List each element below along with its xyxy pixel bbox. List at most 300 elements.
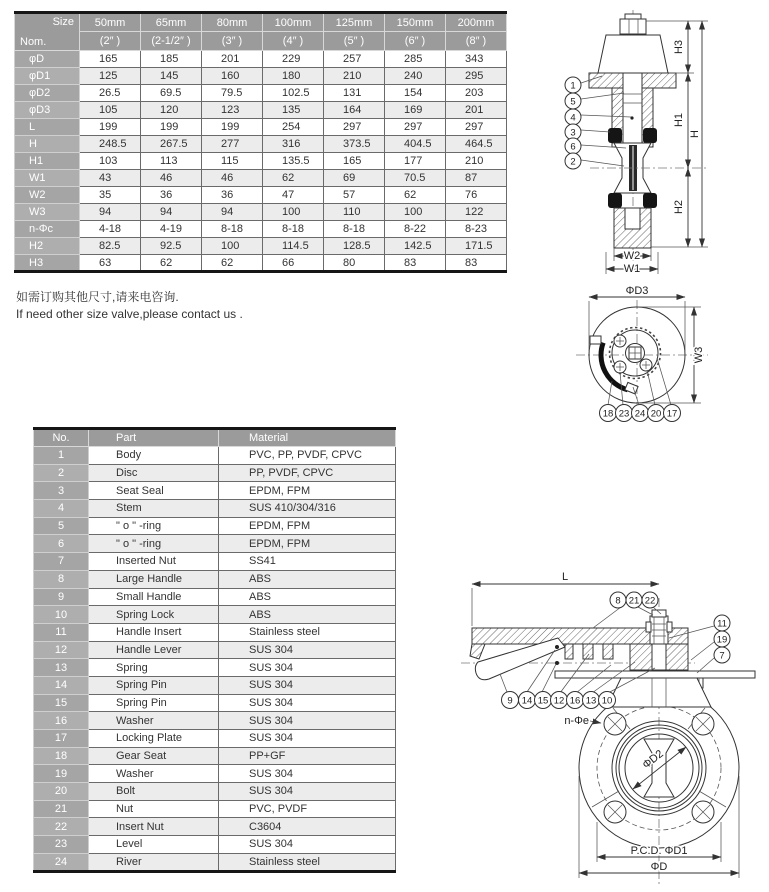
cell-value: " o " -ring [89, 535, 219, 553]
table-row [34, 747, 396, 765]
col-header-inch: (2-1/2″ ) [141, 32, 202, 51]
cell-value: 122 [446, 204, 507, 221]
cell-value: Locking Plate [89, 730, 219, 748]
note-line-en: If need other size valve,please contact us . [16, 307, 243, 321]
col-header-size: 80mm [202, 13, 263, 32]
dim-label-w2: W2 [623, 250, 641, 262]
table-row [34, 517, 396, 535]
cell-value: 135.5 [263, 153, 324, 170]
cell-value: 373.5 [324, 136, 385, 153]
cell-value: 295 [446, 68, 507, 85]
svg-text:24: 24 [634, 408, 646, 420]
col-header-size: 65mm [141, 13, 202, 32]
cell-value: 285 [385, 51, 446, 68]
col-header-size: 50mm [80, 13, 141, 32]
cell-value: 203 [446, 85, 507, 102]
svg-text:11: 11 [717, 618, 727, 630]
row-label: 22 [34, 818, 89, 836]
width-dimensions [606, 248, 658, 275]
side-view-diagram [552, 6, 769, 284]
svg-text:15: 15 [537, 695, 549, 707]
col-header-inch: (3″ ) [202, 32, 263, 51]
balloon-14 [519, 692, 536, 709]
cell-value: 35 [80, 187, 141, 204]
col-header-inch: (4″ ) [263, 32, 324, 51]
cell-value: 62 [141, 255, 202, 272]
cell-value: 92.5 [141, 238, 202, 255]
svg-text:16: 16 [569, 695, 581, 707]
row-label: 3 [34, 482, 89, 500]
cell-value: 404.5 [385, 136, 446, 153]
cell-value: 69.5 [141, 85, 202, 102]
row-label: 18 [34, 747, 89, 765]
stem-bolt [646, 610, 672, 644]
balloon-19 [714, 631, 730, 647]
cell-value: 94 [80, 204, 141, 221]
svg-text:9: 9 [507, 695, 513, 707]
svg-text:22: 22 [644, 595, 656, 607]
cell-value: 62 [263, 170, 324, 187]
cell-value: Stem [89, 500, 219, 518]
cell-value: Washer [89, 765, 219, 783]
cell-value: 165 [324, 153, 385, 170]
row-label: 23 [34, 836, 89, 854]
cell-value: 62 [385, 187, 446, 204]
table-row [15, 119, 507, 136]
cell-value: Stainless steel [219, 853, 396, 871]
cell-value: 316 [263, 136, 324, 153]
balloon-11 [714, 615, 730, 631]
cell-value: 248.5 [80, 136, 141, 153]
cell-value: Spring Pin [89, 694, 219, 712]
dim-label-d2: ΦD2 [640, 747, 666, 772]
cell-value: 8-18 [202, 221, 263, 238]
svg-text:12: 12 [553, 695, 565, 707]
cell-value: 79.5 [202, 85, 263, 102]
cell-value: 26.5 [80, 85, 141, 102]
cell-value: 343 [446, 51, 507, 68]
cell-value: 8-18 [324, 221, 385, 238]
cell-value: 102.5 [263, 85, 324, 102]
svg-text:3: 3 [570, 127, 576, 139]
svg-text:5: 5 [570, 96, 576, 108]
cell-value: 94 [202, 204, 263, 221]
row-label: 5 [34, 517, 89, 535]
cell-value: 177 [385, 153, 446, 170]
table-row [34, 676, 396, 694]
balloon-20 [648, 405, 665, 422]
cell-value: Bolt [89, 783, 219, 801]
o-ring-lower [608, 193, 657, 208]
cell-value: 201 [446, 102, 507, 119]
row-label: 1 [34, 447, 89, 465]
svg-text:2: 2 [570, 156, 576, 168]
col-header-inch: (5″ ) [324, 32, 385, 51]
order-note [16, 289, 243, 323]
cell-value: Stainless steel [219, 623, 396, 641]
cell-value: 69 [324, 170, 385, 187]
col-header-inch: (8″ ) [446, 32, 507, 51]
svg-text:6: 6 [570, 141, 576, 153]
svg-text:1: 1 [570, 80, 576, 92]
cell-value: 100 [202, 238, 263, 255]
row-label: φD2 [15, 85, 80, 102]
table-row [34, 500, 396, 518]
note-line-zh: 如需订购其他尺寸,请来电咨询. [16, 290, 179, 304]
cell-value: SUS 304 [219, 694, 396, 712]
inch-header-row [15, 32, 507, 51]
svg-text:14: 14 [521, 695, 533, 707]
cell-value: ABS [219, 570, 396, 588]
col-header-size: 200mm [446, 13, 507, 32]
cell-value: 70.5 [385, 170, 446, 187]
balloon-22 [642, 592, 658, 608]
front-view-diagram [443, 570, 769, 892]
cell-value: Large Handle [89, 570, 219, 588]
svg-text:4: 4 [570, 112, 576, 124]
dim-label-w3: W3 [693, 346, 705, 364]
cell-value: SUS 410/304/316 [219, 500, 396, 518]
cell-value: SS41 [219, 553, 396, 571]
svg-text:13: 13 [585, 695, 597, 707]
table-row [34, 712, 396, 730]
cell-value: 169 [385, 102, 446, 119]
svg-text:7: 7 [719, 650, 725, 662]
table-row [34, 800, 396, 818]
cell-value: EPDM, FPM [219, 517, 396, 535]
gear-plate [610, 328, 661, 379]
svg-text:17: 17 [666, 408, 678, 420]
cell-value: 165 [80, 51, 141, 68]
svg-text:23: 23 [618, 408, 630, 420]
cell-value: 254 [263, 119, 324, 136]
row-label: L [15, 119, 80, 136]
cell-value: 103 [80, 153, 141, 170]
cell-value: 142.5 [385, 238, 446, 255]
balloon-21 [626, 592, 642, 608]
cell-value: 4-18 [80, 221, 141, 238]
cell-value: Gear Seat [89, 747, 219, 765]
cell-value: 229 [263, 51, 324, 68]
table-row [34, 588, 396, 606]
cell-value: 125 [80, 68, 141, 85]
cell-value: 120 [141, 102, 202, 119]
row-label: 12 [34, 641, 89, 659]
cell-value: 257 [324, 51, 385, 68]
table-row [15, 255, 507, 272]
dim-label-l: L [561, 571, 569, 583]
row-label: 13 [34, 659, 89, 677]
corner-nom-label: Nom. [20, 36, 47, 48]
dim-label-w1: W1 [623, 263, 641, 275]
cell-value: 201 [202, 51, 263, 68]
balloon-24 [632, 405, 649, 422]
nphe-label-group [564, 715, 601, 727]
cell-value: 164 [324, 102, 385, 119]
header-part: Part [89, 429, 219, 447]
cell-value: 76 [446, 187, 507, 204]
cell-value: SUS 304 [219, 641, 396, 659]
row-label: 6 [34, 535, 89, 553]
cell-value: 36 [202, 187, 263, 204]
cell-value: 46 [141, 170, 202, 187]
col-header-size: 100mm [263, 13, 324, 32]
svg-text:21: 21 [628, 595, 640, 607]
cell-value: 199 [141, 119, 202, 136]
cell-value: 83 [446, 255, 507, 272]
row-label: 19 [34, 765, 89, 783]
cell-value: 100 [263, 204, 324, 221]
cell-value: 297 [446, 119, 507, 136]
table-row [34, 464, 396, 482]
cell-value: Disc [89, 464, 219, 482]
cell-value: River [89, 853, 219, 871]
header-no: No. [34, 429, 89, 447]
dim-label-h1: H1 [673, 112, 685, 128]
header-material: Material [219, 429, 396, 447]
row-label: 14 [34, 676, 89, 694]
cell-value: ABS [219, 606, 396, 624]
table-row [15, 136, 507, 153]
cell-value: 297 [324, 119, 385, 136]
cell-value: 8-23 [446, 221, 507, 238]
row-label: H [15, 136, 80, 153]
table-row [34, 535, 396, 553]
cell-value: Inserted Nut [89, 553, 219, 571]
row-label: 7 [34, 553, 89, 571]
balloon-10 [599, 692, 616, 709]
cell-value: 267.5 [141, 136, 202, 153]
cell-value: 4-19 [141, 221, 202, 238]
table-row [34, 623, 396, 641]
cell-value: 62 [202, 255, 263, 272]
cell-value: 240 [385, 68, 446, 85]
balloon-6 [565, 138, 581, 154]
table-row [34, 641, 396, 659]
table-row [34, 730, 396, 748]
cell-value: 113 [141, 153, 202, 170]
cell-value: 47 [263, 187, 324, 204]
cell-value: Spring Pin [89, 676, 219, 694]
row-label: n-Φc [15, 221, 80, 238]
svg-text:10: 10 [601, 695, 613, 707]
cell-value: 110 [324, 204, 385, 221]
cell-value: 43 [80, 170, 141, 187]
cell-value: Nut [89, 800, 219, 818]
table-row [15, 204, 507, 221]
balloon-callouts [600, 358, 681, 422]
parts-table [33, 427, 396, 873]
cell-value: 131 [324, 85, 385, 102]
row-label: φD1 [15, 68, 80, 85]
parts-header-row [34, 429, 396, 447]
table-row [15, 68, 507, 85]
row-label: W1 [15, 170, 80, 187]
cell-value: C3604 [219, 818, 396, 836]
balloon-15 [535, 692, 552, 709]
cell-value: Spring [89, 659, 219, 677]
top-view-diagram [568, 284, 769, 426]
balloon-12 [551, 692, 568, 709]
cell-value: 171.5 [446, 238, 507, 255]
cell-value: 80 [324, 255, 385, 272]
row-label: W2 [15, 187, 80, 204]
cell-value: " o " -ring [89, 517, 219, 535]
cell-value: PVC, PP, PVDF, CPVC [219, 447, 396, 465]
cell-value: SUS 304 [219, 676, 396, 694]
table-row [34, 765, 396, 783]
cell-value: Washer [89, 712, 219, 730]
col-header-size: 150mm [385, 13, 446, 32]
cell-value: 128.5 [324, 238, 385, 255]
table-row [15, 238, 507, 255]
cell-value: SUS 304 [219, 730, 396, 748]
cell-value: 145 [141, 68, 202, 85]
row-label: H3 [15, 255, 80, 272]
svg-text:8: 8 [615, 595, 621, 607]
cell-value: 199 [202, 119, 263, 136]
cell-value: SUS 304 [219, 659, 396, 677]
cell-value: SUS 304 [219, 712, 396, 730]
cell-value: 154 [385, 85, 446, 102]
row-label: 11 [34, 623, 89, 641]
cell-value: 160 [202, 68, 263, 85]
row-label: W3 [15, 204, 80, 221]
row-label: 16 [34, 712, 89, 730]
row-label: 20 [34, 783, 89, 801]
size-header-row [15, 13, 507, 32]
bottom-boss [614, 208, 651, 248]
cell-value: 57 [324, 187, 385, 204]
cell-value: 180 [263, 68, 324, 85]
row-label: 4 [34, 500, 89, 518]
balloon-18 [600, 405, 617, 422]
table-row [15, 85, 507, 102]
cell-value: 100 [385, 204, 446, 221]
cell-value: ABS [219, 588, 396, 606]
balloon-23 [616, 405, 633, 422]
svg-text:19: 19 [716, 634, 728, 646]
corner-header-cell [15, 13, 80, 51]
cell-value: 87 [446, 170, 507, 187]
cell-value: 115 [202, 153, 263, 170]
balloon-2 [565, 153, 581, 169]
dim-label-pcd: P.C.D. ΦD1 [630, 845, 688, 857]
cell-value: SUS 304 [219, 783, 396, 801]
cell-value: PP, PVDF, CPVC [219, 464, 396, 482]
dim-label-h: H [689, 130, 701, 138]
table-row [15, 221, 507, 238]
row-label: 21 [34, 800, 89, 818]
cell-value: 199 [80, 119, 141, 136]
cell-value: 94 [141, 204, 202, 221]
cell-value: 210 [446, 153, 507, 170]
row-label: 2 [34, 464, 89, 482]
cell-value: 8-18 [263, 221, 324, 238]
row-label: 8 [34, 570, 89, 588]
balloon-16 [567, 692, 584, 709]
cell-value: Handle Insert [89, 623, 219, 641]
cell-value: 123 [202, 102, 263, 119]
valve-neck [589, 73, 676, 147]
corner-size-label: Size [52, 16, 74, 28]
table-row [34, 553, 396, 571]
dimension-table [14, 11, 507, 273]
cell-value: EPDM, FPM [219, 535, 396, 553]
cell-value: Handle Lever [89, 641, 219, 659]
table-row [34, 570, 396, 588]
cell-value: 297 [385, 119, 446, 136]
balloon-7 [714, 647, 730, 663]
balloon-5 [565, 93, 581, 109]
cell-value: 464.5 [446, 136, 507, 153]
table-row [15, 187, 507, 204]
cell-value: 66 [263, 255, 324, 272]
balloon-1 [565, 77, 581, 93]
table-row [34, 659, 396, 677]
row-label: H2 [15, 238, 80, 255]
cell-value: 114.5 [263, 238, 324, 255]
row-label: H1 [15, 153, 80, 170]
cell-value: 277 [202, 136, 263, 153]
table-row [34, 606, 396, 624]
cell-value: 82.5 [80, 238, 141, 255]
stem-cap [598, 14, 668, 73]
cell-value: EPDM, FPM [219, 482, 396, 500]
col-header-inch: (2″ ) [80, 32, 141, 51]
cell-value: 135 [263, 102, 324, 119]
table-row [34, 447, 396, 465]
row-label: 9 [34, 588, 89, 606]
cell-value: 36 [141, 187, 202, 204]
table-row [34, 836, 396, 854]
table-row [15, 153, 507, 170]
table-row [34, 853, 396, 871]
cell-value: 8-22 [385, 221, 446, 238]
dim-label-d: ΦD [650, 861, 668, 873]
col-header-size: 125mm [324, 13, 385, 32]
dim-label-d3: ΦD3 [625, 285, 649, 297]
row-label: 17 [34, 730, 89, 748]
cell-value: Small Handle [89, 588, 219, 606]
table-row [34, 783, 396, 801]
cell-value: PP+GF [219, 747, 396, 765]
dim-label-h3: H3 [673, 39, 685, 55]
cell-value: 185 [141, 51, 202, 68]
cell-value: Spring Lock [89, 606, 219, 624]
balloon-13 [583, 692, 600, 709]
cell-value: PVC, PVDF [219, 800, 396, 818]
cell-value: 105 [80, 102, 141, 119]
cell-value: 83 [385, 255, 446, 272]
col-header-inch: (6″ ) [385, 32, 446, 51]
cell-value: 210 [324, 68, 385, 85]
svg-text:20: 20 [650, 408, 662, 420]
svg-text:18: 18 [602, 408, 614, 420]
row-label: φD3 [15, 102, 80, 119]
table-row [15, 51, 507, 68]
table-row [34, 818, 396, 836]
balloon-17 [664, 405, 681, 422]
cell-value: Level [89, 836, 219, 854]
table-row [34, 694, 396, 712]
label-nphe: n-Φe [564, 715, 589, 727]
row-label: 10 [34, 606, 89, 624]
cell-value: Seat Seal [89, 482, 219, 500]
cell-value: SUS 304 [219, 765, 396, 783]
row-label: 15 [34, 694, 89, 712]
table-row [15, 102, 507, 119]
